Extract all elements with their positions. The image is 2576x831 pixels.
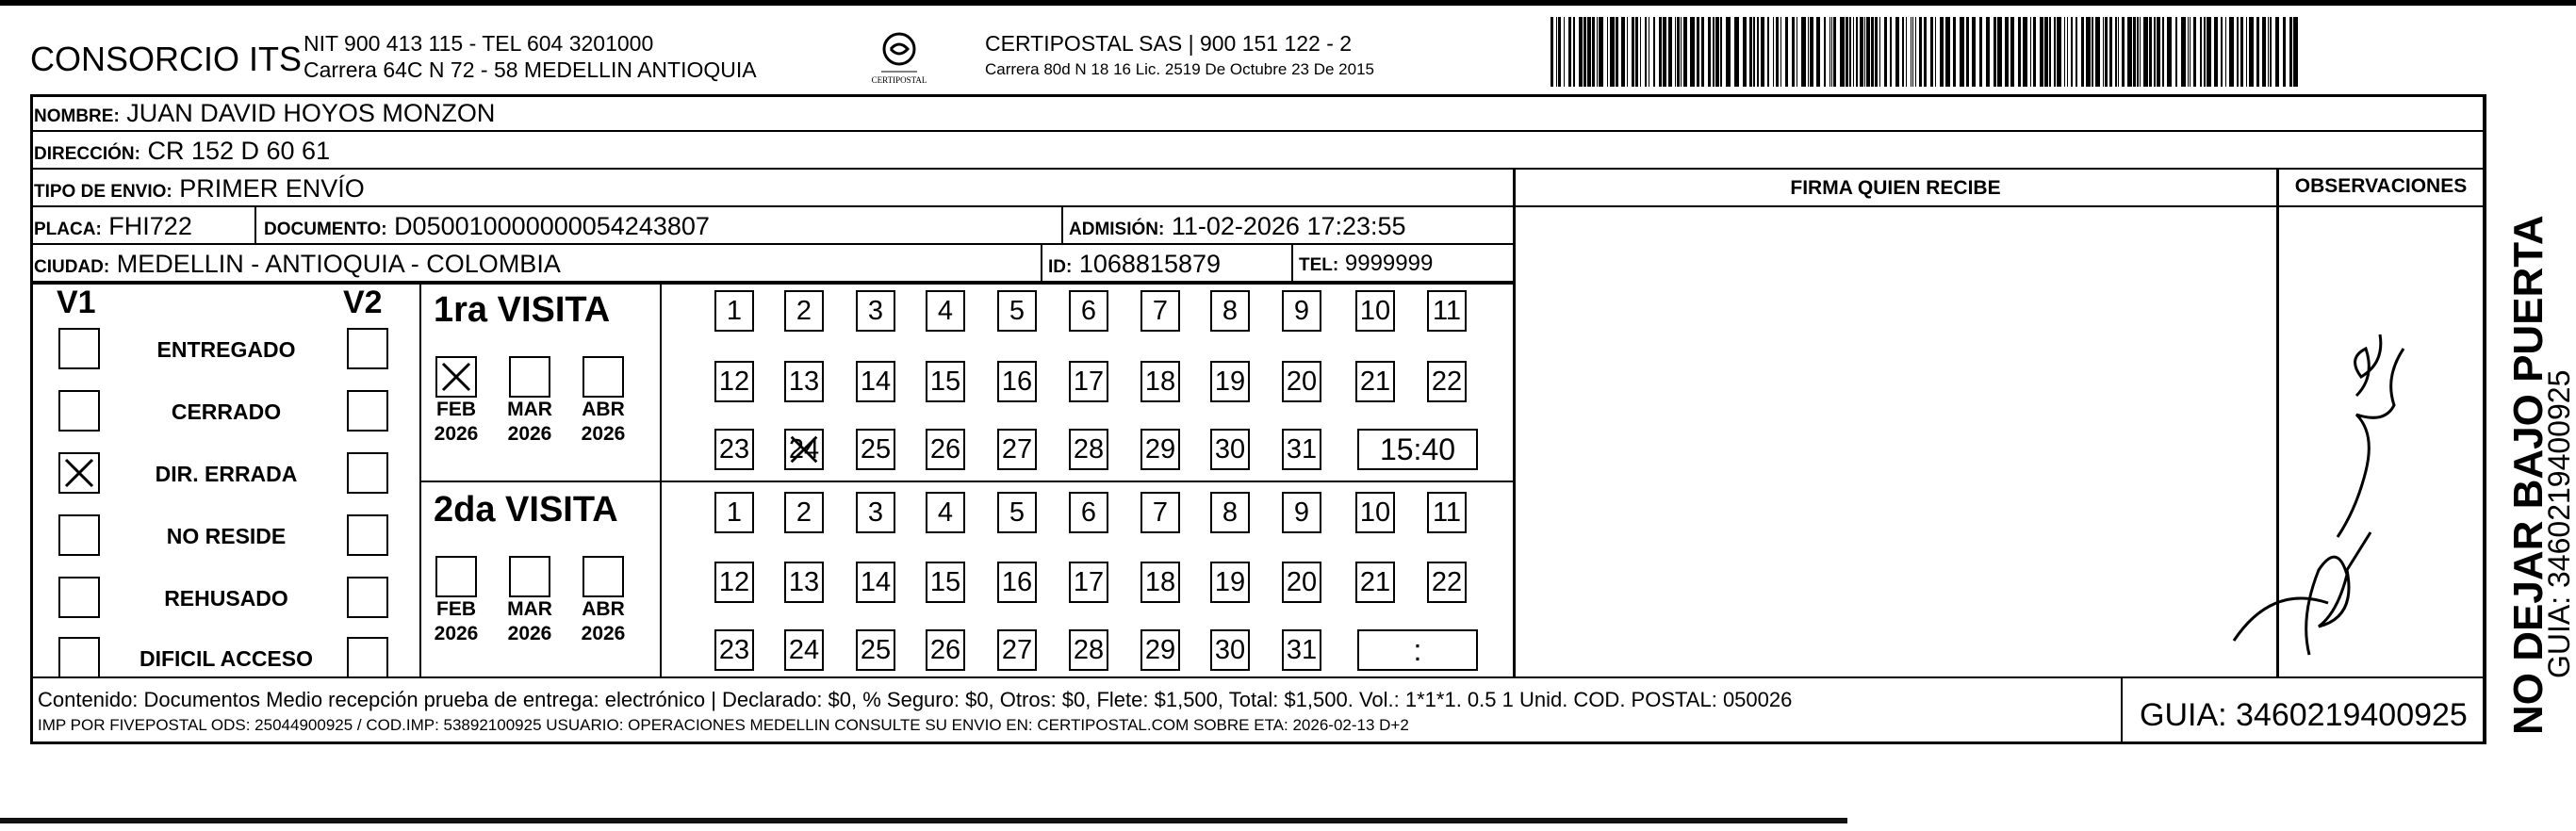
tel-field bbox=[1299, 245, 1433, 285]
v1-checkbox[interactable] bbox=[58, 390, 100, 432]
visit2-day-box[interactable]: 17 bbox=[1069, 562, 1108, 603]
courier-line: CERTIPOSTAL SAS | 900 151 122 - 2 bbox=[985, 31, 1353, 56]
visit1-day-box[interactable]: 19 bbox=[1210, 361, 1250, 402]
visit2-day-box[interactable]: 26 bbox=[926, 629, 965, 671]
visit1-day-box[interactable]: 3 bbox=[856, 290, 895, 332]
month-year: 2026 bbox=[434, 423, 479, 445]
visit1-title: 1ra VISITA bbox=[434, 290, 611, 330]
status-label: NO RESIDE bbox=[166, 524, 287, 548]
admision-field bbox=[1069, 207, 1406, 249]
visit1-day-box[interactable]: 8 bbox=[1210, 290, 1250, 332]
certipostal-logo bbox=[862, 30, 936, 90]
visit2-day-box[interactable]: 20 bbox=[1282, 562, 1321, 603]
company-address: Carrera 64C N 72 - 58 MEDELLIN ANTIOQUIA bbox=[304, 57, 757, 82]
visit2-day-box[interactable]: 21 bbox=[1355, 562, 1395, 603]
visit1-day-box[interactable]: 29 bbox=[1140, 429, 1180, 470]
tel-label: TEL: bbox=[1299, 255, 1339, 275]
month-year: 2026 bbox=[507, 423, 552, 445]
visit1-day-box[interactable]: 21 bbox=[1355, 361, 1395, 402]
v1-checkbox[interactable] bbox=[58, 328, 100, 369]
visit1-day-box[interactable]: 9 bbox=[1282, 290, 1321, 332]
month-year: 2026 bbox=[581, 623, 626, 644]
month-name: FEB bbox=[436, 399, 476, 420]
month-year: 2026 bbox=[507, 623, 552, 644]
visit1-day-box[interactable]: 27 bbox=[997, 429, 1037, 470]
visit1-month-label bbox=[501, 398, 558, 447]
status-label: CERRADO bbox=[171, 399, 282, 424]
visit2-day-box[interactable]: 4 bbox=[926, 492, 965, 533]
visit1-day-box[interactable]: 17 bbox=[1069, 361, 1108, 402]
footer-content: Contenido: Documentos Medio recepción prueba de entrega: electrónico | Declarado: $0, % Seguro: $0, Otros: $0, Flete: $1,500, Total: $1,500. Vol.: 1*1*1. 0.5 1 Unid. COD. POSTAL: 050026 bbox=[38, 688, 1793, 711]
visit1-day-box[interactable]: 11 bbox=[1427, 290, 1467, 332]
tel-value: 9999999 bbox=[1344, 251, 1434, 276]
visit1-day-box[interactable]: 18 bbox=[1140, 361, 1180, 402]
admision-label: ADMISIÓN: bbox=[1069, 220, 1165, 239]
visit1-day-box[interactable]: 20 bbox=[1282, 361, 1321, 402]
v2-checkbox[interactable] bbox=[347, 328, 388, 369]
top-border bbox=[0, 0, 2576, 6]
guia-vertical: GUIA: 3460219400925 bbox=[2542, 369, 2576, 678]
status-label: REHUSADO bbox=[164, 586, 288, 611]
visit2-day-box[interactable]: 19 bbox=[1210, 562, 1250, 603]
visit1-day-box[interactable]: 24 bbox=[784, 429, 824, 470]
visit1-time: 15:40 bbox=[1357, 429, 1478, 470]
month-name: MAR bbox=[507, 399, 552, 420]
visit1-month-label bbox=[575, 398, 632, 447]
company-info bbox=[304, 30, 757, 83]
visit2-month-label bbox=[501, 597, 558, 646]
courier-address: Carrera 80d N 18 16 Lic. 2519 De Octubre 23 De 2015 bbox=[985, 60, 1374, 78]
nit-line: NIT 900 413 115 - TEL 604 3201000 bbox=[304, 31, 654, 56]
v1-checkbox[interactable] bbox=[58, 637, 100, 678]
divider bbox=[1291, 245, 1293, 283]
visit2-day-box[interactable]: 22 bbox=[1427, 562, 1467, 603]
admision-value: 11-02-2026 17:23:55 bbox=[1171, 212, 1406, 240]
v2-checkbox[interactable] bbox=[347, 452, 388, 494]
v2-checkbox[interactable] bbox=[347, 390, 388, 432]
handwritten-signature bbox=[2196, 283, 2479, 678]
visit2-month-box[interactable] bbox=[509, 556, 550, 597]
visit2-day-box[interactable]: 14 bbox=[856, 562, 895, 603]
nombre-label: NOMBRE: bbox=[34, 106, 120, 126]
divider bbox=[1513, 205, 2484, 207]
nombre-value: JUAN DAVID HOYOS MONZON bbox=[126, 99, 496, 127]
month-name: MAR bbox=[507, 598, 552, 620]
barcode bbox=[1551, 17, 2305, 87]
divider bbox=[1061, 207, 1063, 245]
tipo-label: TIPO DE ENVIO: bbox=[34, 182, 172, 202]
visit2-day-box[interactable]: 25 bbox=[856, 629, 895, 671]
v1-checkbox[interactable] bbox=[58, 514, 100, 556]
v1-checkbox[interactable] bbox=[58, 577, 100, 618]
divider bbox=[30, 283, 1515, 285]
divider bbox=[254, 207, 256, 245]
no-dejar-notice: NO DEJAR BAJO PUERTA bbox=[2505, 215, 2551, 735]
id-field bbox=[1048, 245, 1221, 286]
month-name: FEB bbox=[436, 598, 476, 620]
visit2-day-box[interactable]: 29 bbox=[1140, 629, 1180, 671]
row-nombre bbox=[30, 94, 2486, 132]
visit1-day-box[interactable]: 14 bbox=[856, 361, 895, 402]
visit1-day-box[interactable]: 6 bbox=[1069, 290, 1108, 332]
company-name: CONSORCIO ITS bbox=[30, 40, 303, 78]
visit2-month-label bbox=[428, 597, 484, 646]
divider bbox=[30, 676, 2486, 678]
id-label: ID: bbox=[1048, 257, 1073, 277]
tipo-value: PRIMER ENVÍO bbox=[179, 174, 365, 203]
visit1-month-label bbox=[428, 398, 484, 447]
firma-header: FIRMA QUIEN RECIBE bbox=[1790, 177, 2001, 199]
visit2-month-box[interactable] bbox=[582, 556, 624, 597]
documento-label: DOCUMENTO: bbox=[264, 220, 387, 239]
id-value: 1068815879 bbox=[1078, 250, 1222, 278]
visit1-day-box[interactable]: 1 bbox=[714, 290, 754, 332]
divider bbox=[1513, 170, 1516, 676]
visit1-day-box[interactable]: 12 bbox=[714, 361, 754, 402]
divider bbox=[419, 481, 1513, 482]
direccion-value: CR 152 D 60 61 bbox=[147, 137, 331, 165]
visit2-day-box[interactable]: 12 bbox=[714, 562, 754, 603]
visit1-day-box[interactable]: 5 bbox=[997, 290, 1037, 332]
visit2-day-box[interactable]: 6 bbox=[1069, 492, 1108, 533]
courier-info bbox=[985, 30, 1374, 83]
visit2-day-box[interactable]: 2 bbox=[784, 492, 824, 533]
status-label: DIFICIL ACCESO bbox=[139, 646, 313, 671]
visit2-day-box[interactable]: 8 bbox=[1210, 492, 1250, 533]
month-name: ABR bbox=[582, 399, 625, 420]
visit2-day-box[interactable]: 23 bbox=[714, 629, 754, 671]
month-year: 2026 bbox=[581, 423, 626, 445]
visit1-day-box[interactable]: 28 bbox=[1069, 429, 1108, 470]
visit2-day-box[interactable]: 16 bbox=[997, 562, 1037, 603]
documento-value: D050010000000054243807 bbox=[394, 212, 710, 240]
logo-text: CERTIPOSTAL bbox=[871, 75, 927, 85]
visit2-day-box[interactable]: 5 bbox=[997, 492, 1037, 533]
v2-checkbox[interactable] bbox=[347, 514, 388, 556]
visit1-day-box[interactable]: 31 bbox=[1282, 429, 1321, 470]
visit2-day-box[interactable]: 24 bbox=[784, 629, 824, 671]
footer-print-info: IMP POR FIVEPOSTAL ODS: 25044900925 / COD.IMP: 53892100925 USUARIO: OPERACIONES MEDELLIN CONSULTE SU ENVIO EN: CERTIPOSTAL.COM SOBRE ETA: 2026-02-13 D+2 bbox=[38, 716, 1409, 734]
visit2-day-box[interactable]: 11 bbox=[1427, 492, 1467, 533]
visit1-month-box[interactable] bbox=[435, 356, 477, 398]
visit1-day-box[interactable]: 22 bbox=[1427, 361, 1467, 402]
divider bbox=[1041, 245, 1042, 283]
visit2-day-box[interactable]: 1 bbox=[714, 492, 754, 533]
visit1-month-box[interactable] bbox=[509, 356, 550, 398]
row-direccion bbox=[30, 132, 2486, 170]
visit1-day-box[interactable]: 16 bbox=[997, 361, 1037, 402]
bottom-border bbox=[0, 818, 1847, 823]
visit1-day-box[interactable]: 23 bbox=[714, 429, 754, 470]
divider bbox=[2121, 678, 2123, 744]
month-year: 2026 bbox=[434, 623, 479, 644]
v2-checkbox[interactable] bbox=[347, 637, 388, 678]
guia-number: GUIA: 3460219400925 bbox=[2140, 697, 2468, 733]
direccion-label: DIRECCIÓN: bbox=[34, 144, 140, 164]
divider bbox=[2484, 94, 2486, 744]
visit1-month-box[interactable] bbox=[582, 356, 624, 398]
visit2-day-box[interactable]: 15 bbox=[926, 562, 965, 603]
visit1-day-box[interactable]: 10 bbox=[1355, 290, 1395, 332]
visit1-day-box[interactable]: 13 bbox=[784, 361, 824, 402]
v1-checkbox[interactable] bbox=[58, 452, 100, 494]
visit2-day-box[interactable]: 30 bbox=[1210, 629, 1250, 671]
placa-label: PLACA: bbox=[34, 220, 102, 239]
visit2-day-box[interactable]: 7 bbox=[1140, 492, 1180, 533]
observaciones-header: OBSERVACIONES bbox=[2294, 175, 2468, 197]
visit1-day-box[interactable]: 4 bbox=[926, 290, 965, 332]
documento-field bbox=[264, 207, 710, 249]
visit1-day-box[interactable]: 15 bbox=[926, 361, 965, 402]
visit1-day-box[interactable]: 2 bbox=[784, 290, 824, 332]
visit1-day-box[interactable]: 26 bbox=[926, 429, 965, 470]
visit2-day-box[interactable]: 18 bbox=[1140, 562, 1180, 603]
ciudad-label: CIUDAD: bbox=[34, 257, 110, 277]
visit2-day-box[interactable]: 27 bbox=[997, 629, 1037, 671]
visit1-day-box[interactable]: 25 bbox=[856, 429, 895, 470]
status-label: DIR. ERRADA bbox=[155, 462, 298, 486]
ciudad-value: MEDELLIN - ANTIOQUIA - COLOMBIA bbox=[116, 250, 561, 278]
visit2-day-box[interactable]: 31 bbox=[1282, 629, 1321, 671]
check-mark-icon bbox=[786, 431, 822, 479]
visit2-month-box[interactable] bbox=[435, 556, 477, 597]
visit2-month-label bbox=[575, 597, 632, 646]
v2-header: V2 bbox=[343, 285, 383, 320]
v1-header: V1 bbox=[57, 285, 96, 320]
visit2-day-box[interactable]: 10 bbox=[1355, 492, 1395, 533]
visit2-time: : bbox=[1357, 629, 1478, 671]
placa-value: FHI722 bbox=[108, 212, 192, 240]
month-name: ABR bbox=[582, 598, 625, 620]
visit2-day-box[interactable]: 13 bbox=[784, 562, 824, 603]
v2-checkbox[interactable] bbox=[347, 577, 388, 618]
visit1-day-box[interactable]: 30 bbox=[1210, 429, 1250, 470]
visit2-day-box[interactable]: 9 bbox=[1282, 492, 1321, 533]
visit2-day-box[interactable]: 28 bbox=[1069, 629, 1108, 671]
visit2-day-box[interactable]: 3 bbox=[856, 492, 895, 533]
visit1-day-box[interactable]: 7 bbox=[1140, 290, 1180, 332]
visit2-title: 2da VISITA bbox=[434, 490, 618, 530]
status-label: ENTREGADO bbox=[156, 337, 296, 362]
